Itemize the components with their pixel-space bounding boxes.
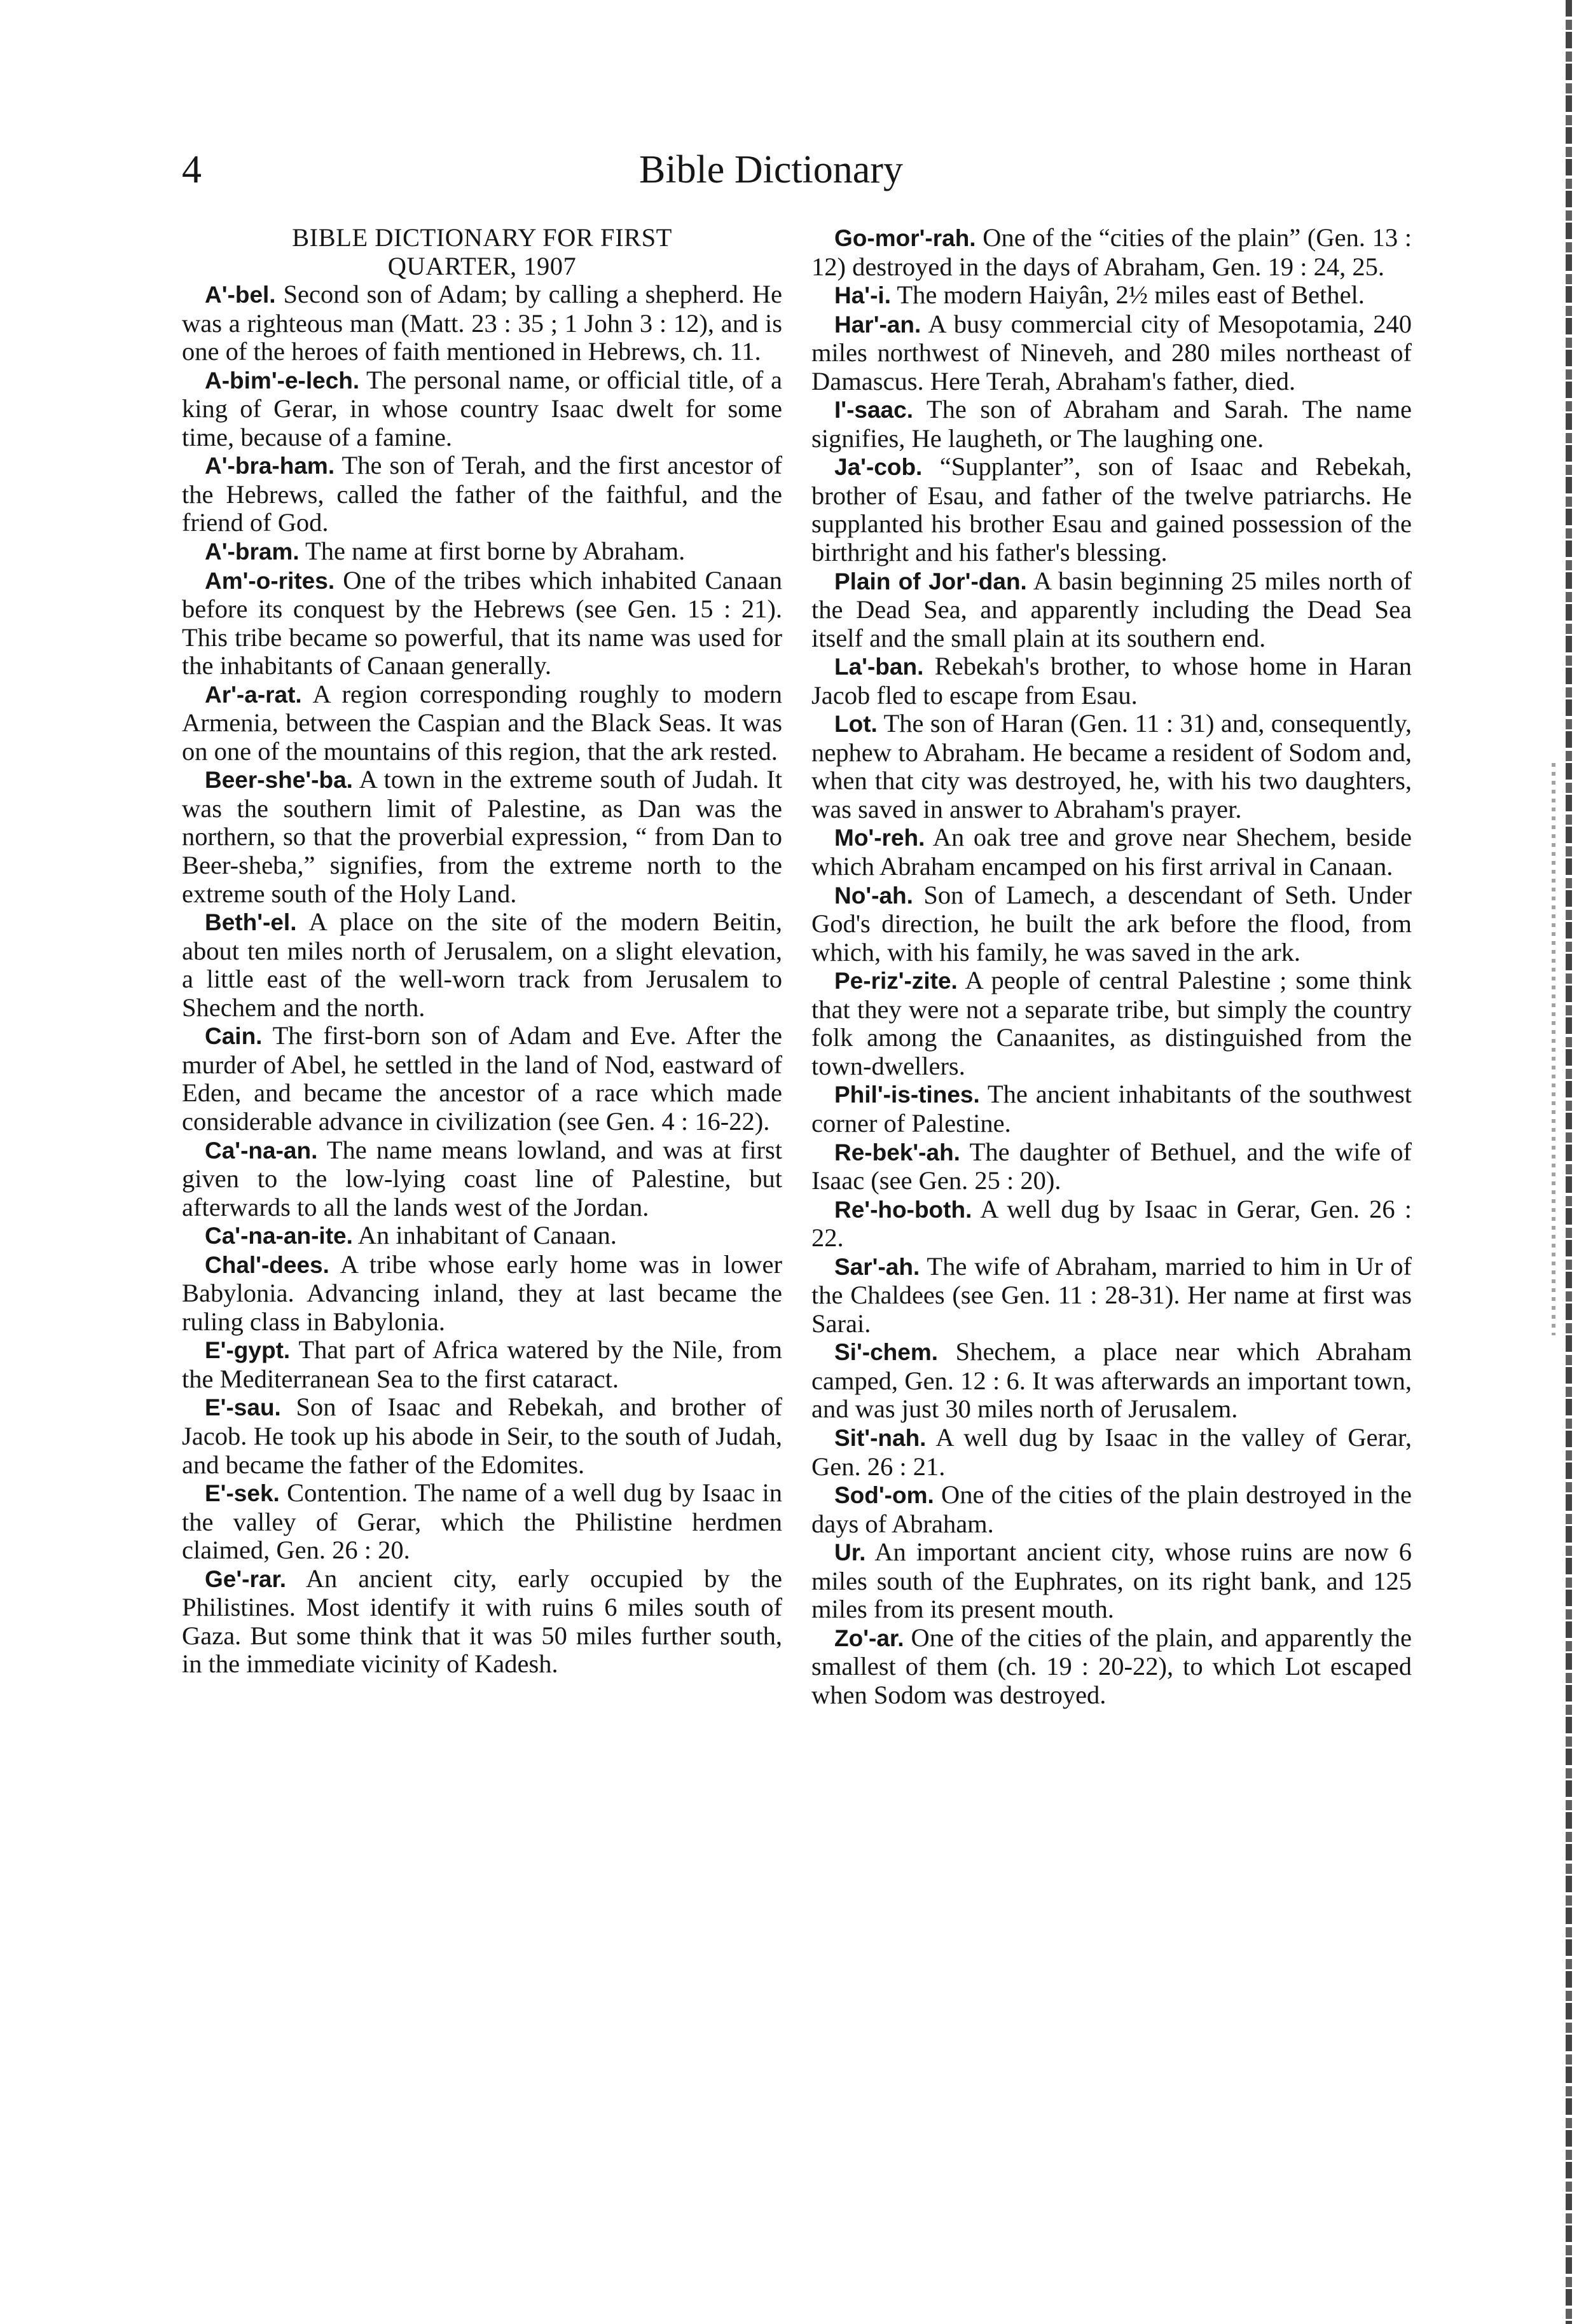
entry-headword: Zo'-ar. <box>834 1625 904 1651</box>
dictionary-entry <box>811 652 1412 710</box>
entry-headword: Sit'-nah. <box>834 1424 927 1451</box>
entry-headword: A-bim'-e-lech. <box>205 367 360 394</box>
entry-definition: A basin beginning 25 miles north of the Dead Sea, and apparently including the Dead Sea itself and the small plain at its southern end. <box>811 566 1412 652</box>
dictionary-entry <box>182 451 782 537</box>
entry-headword: Plain of Jor'-dan. <box>834 568 1027 595</box>
entry-headword: Phil'-is-tines. <box>834 1082 980 1108</box>
entry-definition: The wife of Abraham, married to him in Ur of the Chaldees (see Gen. 11 : 28-31). Her name at first was Sarai. <box>811 1251 1412 1338</box>
dictionary-entry <box>182 280 782 366</box>
dictionary-entry <box>811 453 1412 567</box>
entry-definition: One of the tribes which inhabited Canaan before its conquest by the Hebrews (see Gen. 15 : 21). This tribe became so powerful, that its name was used for the inhabitants of Canaan generally. <box>182 565 782 680</box>
entry-definition: The son of Haran (Gen. 11 : 31) and, consequently, nephew to Abraham. He became a resident of Sodom and, when that city was destroyed, he, with his two daughters, was saved in answer to Abraham's prayer. <box>811 709 1412 823</box>
entry-definition: The name means lowland, and was at first given to the low-lying coast line of Palestine, but afterwards to all the lands west of the Jordan. <box>182 1135 782 1221</box>
dictionary-entry <box>182 680 782 766</box>
entry-headword: Am'-o-rites. <box>205 567 335 594</box>
entry-definition: A people of central Palestine ; some think that they were not a separate tribe, but simply the country folk among the Canaanites, as distinguished from the town-dwellers. <box>811 966 1412 1080</box>
entry-headword: Har'-an. <box>834 311 921 338</box>
entry-headword: Si'-chem. <box>834 1339 939 1366</box>
entry-definition: Son of Isaac and Rebekah, and brother of Jacob. He took up his abode in Seir, to the south of Judah, and became the father of the Edomites. <box>182 1392 782 1479</box>
entry-headword: La'-ban. <box>834 654 924 680</box>
entry-definition: A well dug by Isaac in the valley of Gerar, Gen. 26 : 21. <box>811 1422 1412 1481</box>
entry-headword: E'-gypt. <box>205 1337 291 1364</box>
entry-definition: Shechem, a place near which Abraham camped, Gen. 12 : 6. It was afterwards an important town, and was just 30 miles north of Jerusalem. <box>811 1337 1412 1424</box>
dictionary-entry <box>182 1221 782 1251</box>
entry-definition: A place on the site of the modern Beitin, about ten miles north of Jerusalem, on a slight elevation, a little east of the well-worn track from Jerusalem to Shechem and the north. <box>182 907 783 1022</box>
entry-definition: “Supplanter”, son of Isaac and Rebekah, brother of Esau, and father of the twelve patriarchs. He supplanted his brother Esau and gained possession of the birthright and his father's blessing. <box>811 452 1412 567</box>
entry-headword: A'-bra-ham. <box>205 453 335 479</box>
entry-headword: Ha'-i. <box>834 282 891 309</box>
entry-definition: A region corresponding roughly to modern Armenia, between the Caspian and the Black Seas. It was on one of the mountains of this region, that the ark rested. <box>182 679 783 766</box>
entry-headword: E'-sek. <box>205 1480 280 1507</box>
page-number: 4 <box>182 148 202 191</box>
dictionary-entry <box>811 395 1412 453</box>
margin-scan-artifact <box>1552 763 1555 1335</box>
entry-headword: Chal'-dees. <box>205 1251 329 1278</box>
entry-definition: An important ancient city, whose ruins are now 6 miles south of the Euphrates, on its right bank, and 125 miles from its present mouth. <box>811 1537 1412 1624</box>
entry-definition: The son of Abraham and Sarah. The name signifies, He laugheth, or The laughing one. <box>811 395 1412 453</box>
right-column <box>811 224 1412 1709</box>
entry-definition: An ancient city, early occupied by the Philistines. Most identify it with ruins 6 miles south of Gaza. But some think that it was 50 miles further south, in the immediate vicinity of Kadesh. <box>182 1564 782 1679</box>
entry-definition: The ancient inhabitants of the southwest corner of Palestine. <box>811 1080 1412 1138</box>
entry-definition: A busy commercial city of Mesopotamia, 240 miles northwest of Nineveh, and 280 miles northeast of Damascus. Here Terah, Abraham's father, died. <box>811 309 1412 395</box>
entry-definition: A well dug by Isaac in Gerar, Gen. 26 : 22. <box>811 1194 1412 1253</box>
entry-definition: An oak tree and grove near Shechem, beside which Abraham encamped on his first arrival in Canaan. <box>811 823 1412 881</box>
left-entries <box>182 280 782 1679</box>
dictionary-entry <box>811 1481 1412 1538</box>
entry-definition: Contention. The name of a well dug by Isaac in the valley of Gerar, which the Philistine herdmen claimed, Gen. 26 : 20. <box>182 1478 782 1565</box>
entry-headword: A'-bel. <box>205 282 276 308</box>
entry-headword: Cain. <box>205 1023 263 1050</box>
dictionary-entry <box>811 966 1412 1080</box>
entry-definition: The modern Haiyân, 2½ miles east of Bethel. <box>897 280 1365 310</box>
entry-headword: Ar'-a-rat. <box>205 681 302 708</box>
entry-headword: Go-mor'-rah. <box>834 225 976 251</box>
dictionary-entry <box>811 281 1412 310</box>
dictionary-entry <box>811 1195 1412 1253</box>
dictionary-entry <box>811 1538 1412 1624</box>
dictionary-entry <box>811 1624 1412 1710</box>
entry-definition: A tribe whose early home was in lower Babylonia. Advancing inland, they at last became the ruling class in Babylonia. <box>182 1249 782 1336</box>
entry-definition: One of the “cities of the plain” (Gen. 13 : 12) destroyed in the days of Abraham, Gen. 19 : 24, 25. <box>811 223 1412 281</box>
dictionary-entry <box>811 1424 1412 1481</box>
dictionary-entry <box>182 366 782 452</box>
dictionary-entry <box>182 1479 782 1565</box>
entry-headword: Beth'-el. <box>205 909 297 936</box>
entry-definition: One of the cities of the plain, and apparently the smallest of them (ch. 19 : 20-22), to which Lot escaped when Sodom was destroyed. <box>811 1623 1412 1709</box>
dictionary-entry <box>182 1022 782 1136</box>
entry-definition: The daughter of Bethuel, and the wife of Isaac (see Gen. 25 : 20). <box>811 1137 1412 1195</box>
running-head: Bible Dictionary <box>639 148 903 191</box>
dictionary-entry <box>811 881 1412 967</box>
entry-headword: Re-bek'-ah. <box>834 1139 960 1165</box>
left-column <box>182 224 782 1679</box>
entry-definition: The son of Terah, and the first ancestor of the Hebrews, called the father of the faithful, and the friend of God. <box>182 451 782 537</box>
entry-headword: E'-sau. <box>205 1394 281 1421</box>
dictionary-entry <box>811 1338 1412 1424</box>
entry-headword: Ge'-rar. <box>205 1565 287 1592</box>
dictionary-entry <box>811 1080 1412 1138</box>
entry-definition: The first-born son of Adam and Eve. After the murder of Abel, he settled in the land of Nod, eastward of Eden, and became the ancestor of a race which made considerable advance in civilization (see Gen. 4 : 16-22). <box>182 1021 782 1136</box>
dictionary-entry <box>182 1565 782 1679</box>
section-title <box>182 224 782 280</box>
entry-headword: Mo'-reh. <box>834 825 925 851</box>
section-title-line-1: BIBLE DICTIONARY FOR FIRST <box>292 223 672 252</box>
dictionary-entry <box>811 224 1412 281</box>
dictionary-entry <box>811 567 1412 653</box>
dictionary-entry <box>182 537 782 567</box>
entry-headword: Lot. <box>834 711 878 738</box>
entry-headword: Sar'-ah. <box>834 1253 920 1280</box>
entry-headword: I'-saac. <box>834 397 913 423</box>
entry-headword: Pe-riz'-zite. <box>834 968 958 994</box>
entry-headword: Ur. <box>834 1539 866 1566</box>
dictionary-entry <box>182 567 782 680</box>
entry-definition: The personal name, or official title, of a king of Gerar, in whose country Isaac dwelt for some time, because of a famine. <box>182 365 782 451</box>
dictionary-entry <box>182 1393 782 1479</box>
entry-definition: Son of Lamech, a descendant of Seth. Under God's direction, he built the ark before the flood, from which, with his family, he was saved in the ark. <box>811 880 1412 966</box>
entry-headword: Ca'-na-an-ite. <box>205 1223 353 1249</box>
dictionary-entry <box>182 908 782 1022</box>
dictionary-entry <box>811 710 1412 823</box>
dictionary-entry <box>811 823 1412 881</box>
entry-definition: One of the cities of the plain destroyed in the days of Abraham. <box>811 1480 1412 1538</box>
entry-headword: Ca'-na-an. <box>205 1137 318 1164</box>
dictionary-entry <box>811 1138 1412 1195</box>
entry-headword: A'-bram. <box>205 539 300 565</box>
margin-binding-edge <box>1566 0 1572 2324</box>
right-entries <box>811 224 1412 1709</box>
entry-definition: A town in the extreme south of Judah. It was the southern limit of Palestine, as Dan was the northern, so that the proverbial expression, “ from Dan to Beer-sheba,” signifies, from the extreme north to the extreme south of the Holy Land. <box>182 765 783 908</box>
dictionary-entry <box>182 1136 782 1222</box>
entry-headword: Re'-ho-both. <box>834 1196 972 1223</box>
section-title-line-2: QUARTER, 1907 <box>387 251 577 280</box>
entry-definition: Second son of Adam; by calling a shepherd. He was a righteous man (Matt. 23 : 35 ; 1 John 3 : 12), and is one of the heroes of faith mentioned in Hebrews, ch. 11. <box>182 280 783 366</box>
entry-headword: No'-ah. <box>834 882 913 909</box>
dictionary-entry <box>811 1253 1412 1338</box>
entry-definition: The name at first borne by Abraham. <box>305 537 686 566</box>
dictionary-entry <box>182 766 782 908</box>
dictionary-entry <box>811 310 1412 396</box>
dictionary-entry <box>182 1336 782 1393</box>
entry-definition: That part of Africa watered by the Nile, from the Mediterranean Sea to the first cataract. <box>182 1335 782 1393</box>
entry-headword: Sod'-om. <box>834 1482 934 1509</box>
dictionary-entry <box>182 1251 782 1337</box>
entry-definition: Rebekah's brother, to whose home in Haran Jacob fled to escape from Esau. <box>811 652 1412 710</box>
entry-headword: Ja'-cob. <box>834 454 923 481</box>
entry-headword: Beer-she'-ba. <box>205 767 353 794</box>
entry-definition: An inhabitant of Canaan. <box>357 1221 617 1250</box>
